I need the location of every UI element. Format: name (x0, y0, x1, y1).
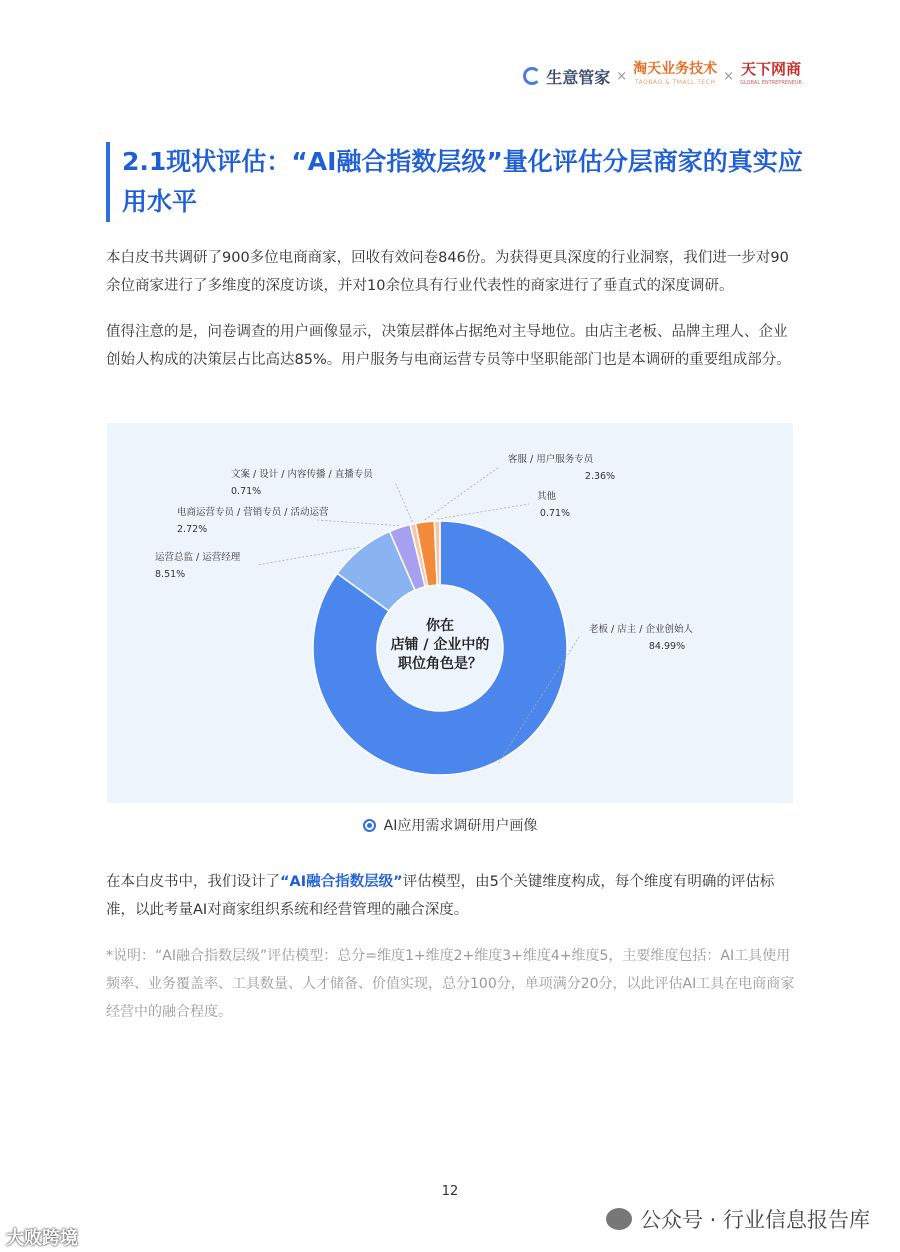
slice-label: 其他 (537, 491, 557, 502)
leader-line (437, 504, 529, 519)
donut-center-text: 你在 (426, 618, 454, 634)
leader-line (317, 520, 399, 526)
intro-paragraph: 本白皮书共调研了900多位电商商家，回收有效问卷846份。为获得更具深度的行业洞察，我们进一步对90余位商家进行了多维度的深度访谈，并对10余位具有行业代表性的商家进行了垂直式的深度调研。 (106, 250, 789, 294)
model-paragraph-text-2: 评估模型，由5个关键维度构成，每个维度有明确的评估标准，以此考量AI对商家组织系统和经营管理的融合深度。 (106, 874, 775, 918)
slice-value-label: 84.99% (648, 641, 686, 652)
taotian-logo (633, 62, 717, 90)
slice-label: 运营总监 / 运营经理 (155, 552, 241, 563)
donut-chart-svg (107, 423, 793, 803)
section-title: 2.1现状评估：“AI融合指数层级”量化评估分层商家的真实应用水平 (106, 142, 822, 222)
taotian-logo-sub: TAOBAO & TMALL TECH (634, 79, 716, 86)
slice-value-label: 8.51% (155, 569, 186, 580)
leader-line (257, 547, 359, 565)
slice-label: 老板 / 店主 / 企业创始人 (589, 624, 693, 635)
slice-label: 文案 / 设计 / 内容传播 / 直播专员 (231, 469, 373, 480)
donut-center-text: 职位角色是？ (398, 656, 482, 672)
donut-center-text: 店铺 / 企业中的 (390, 637, 490, 653)
tianxia-logo (740, 62, 802, 90)
taotian-logo-text: 淘天业务技术 (633, 61, 718, 77)
page-number: 12 (441, 1184, 459, 1199)
model-name-highlight: “AI融合指数层级” (280, 874, 403, 890)
radio-dot-icon (363, 819, 376, 832)
donut-chart (107, 423, 793, 803)
wechat-icon (606, 1208, 632, 1230)
slice-label: 客服 / 用户服务专员 (508, 454, 594, 465)
shengyi-logo (523, 65, 610, 88)
shengyi-logo-text: 生意管家 (546, 67, 611, 87)
slice-value-label: 0.71% (539, 508, 571, 519)
header-logos (523, 62, 802, 90)
watermark-right-text: 公众号 · 行业信息报告库 (639, 1208, 870, 1232)
leader-line (395, 482, 412, 522)
audience-paragraph: 值得注意的是，问卷调查的用户画像显示，决策层群体占据绝对主导地位。由店主老板、品牌主理人、企业创始人构成的决策层占比高达85%。用户服务与电商运营专员等中坚职能部门也是本调研的重要组成部分。 (106, 324, 791, 368)
slice-value-label: 2.72% (177, 524, 208, 535)
shengyi-logo-icon (523, 67, 541, 85)
tianxia-logo-text: 天下网商 (741, 60, 802, 78)
watermark-left-text: 大败跨境 (6, 1228, 78, 1249)
slice-label: 电商运营专员 / 营销专员 / 活动运营 (177, 507, 329, 518)
leader-line (425, 467, 499, 520)
watermark-right (606, 1204, 870, 1234)
chart-caption (0, 815, 900, 835)
model-paragraph-text-1: 在本白皮书中，我们设计了 (106, 874, 280, 890)
logo-separator: × (616, 68, 628, 84)
watermark-left (6, 1224, 78, 1250)
logo-separator: × (723, 68, 735, 84)
model-paragraph (106, 868, 796, 924)
tianxia-logo-sub: GLOBAL ENTREPRENEUR (740, 80, 802, 86)
slice-value-label: 0.71% (231, 486, 262, 497)
chart-caption-text: AI应用需求调研用户画像 (383, 818, 538, 834)
model-note: *说明：“AI融合指数层级”评估模型：总分=维度1+维度2+维度3+维度4+维度5，主要维度包括：AI工具使用频率、业务覆盖率、工具数量、人才储备、价值实现，总分100分，单项满分20分，以此评估AI工具在电商商家经营中的融合程度。 (106, 948, 795, 1020)
slice-value-label: 2.36% (584, 471, 616, 482)
